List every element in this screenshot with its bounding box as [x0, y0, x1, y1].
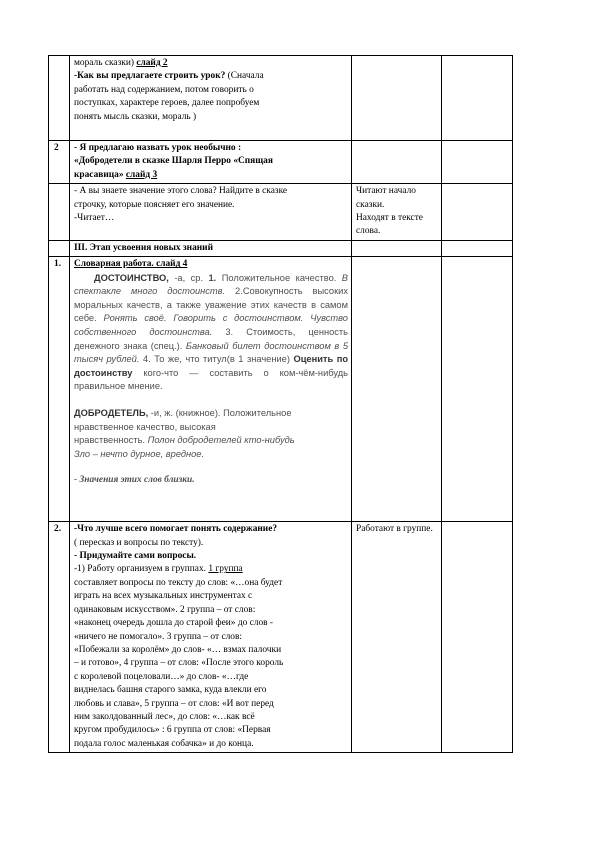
headword: ДОСТОИНСТВО, [94, 272, 169, 283]
grammar-note: -а, ср. [168, 272, 209, 283]
text-line: составляет вопросы по тексту до слов: «…она будет [74, 577, 283, 588]
student-activity [352, 141, 442, 184]
sense-text: кого-что — составить о ком-чём-нибудь правильное мнение. [74, 367, 348, 392]
slide-link: слайд 2 [136, 58, 168, 68]
row-number: 1. [49, 257, 70, 522]
table-row [49, 240, 513, 256]
sense-text: Положительное качество. [216, 272, 342, 283]
text-line: играть на всех музыкальных инструментах с [74, 591, 253, 602]
text-line: кругом пробудилось» : 6 группа от слов: «Первая [74, 725, 271, 736]
row-number: 2. [49, 522, 70, 753]
text-line: красавица» [74, 169, 126, 180]
vocab-title: Словарная работа. [74, 259, 157, 270]
spacer [74, 461, 348, 474]
sense-text: Стоимость, ценность денежного знака (спец.). [74, 327, 349, 351]
student-activity [352, 184, 442, 241]
text-line: -1) Работу организуем в группах. [74, 564, 209, 575]
text-line: - Я предлагаю назвать урок необычно : [74, 143, 242, 153]
definition-dostoinstvo [74, 272, 348, 394]
lesson-title-text: «Добродетели в сказке Шарля Перро «Спящая [74, 156, 273, 167]
notes-cell [442, 240, 513, 256]
text-line: виднелась башня старого замка, куда влекли его [74, 685, 267, 696]
table-row [49, 257, 513, 522]
notes-cell [442, 56, 513, 141]
task-text: - Придумайте сами вопросы. [74, 551, 197, 562]
row-number: 2 [49, 141, 70, 184]
spacer [74, 394, 348, 407]
phrase-headword: Оценить по достоинству [74, 354, 348, 378]
lesson-step-text [70, 184, 352, 241]
text-line: ( пересказ и вопросы по тексту). [74, 537, 204, 548]
table-row [49, 141, 513, 184]
student-activity [352, 56, 442, 141]
text-line: ним заколдованный лес», до слов: «…как всё [74, 711, 255, 722]
example-text: Зло – нечто дурное, вредное. [74, 448, 205, 459]
text-line: любовь и слава», 5 группа – от слов: «И вот перед [74, 698, 274, 709]
question-text: -Что лучше всего помогает понять содержание? [74, 524, 278, 535]
lesson-step-text [70, 522, 352, 753]
text-line: «Побежали за королём» до слов- «… взмах палочки [74, 644, 282, 655]
sense-text: нравственность. [74, 435, 148, 446]
conclusion-text: - Значения этих слов близки. [74, 475, 195, 486]
notes-cell [442, 184, 513, 241]
example-text: В спектакле много достоинств. [74, 272, 348, 297]
text-line: работать над содержанием, потом говорить о [74, 84, 254, 95]
text-line: с королевой поцеловали…» до слов- «…где [74, 671, 249, 682]
text-line: подала голос маленькая собачка» и до конца. [74, 738, 254, 749]
sense-text: То же, что титул(в 1 значение) [150, 354, 294, 365]
text-line: - А вы знаете значение этого слова? Найдите в сказке [74, 186, 288, 197]
table-row [49, 184, 513, 241]
slide-link: слайд 3 [125, 169, 158, 180]
sense-text: -и, ж. (книжное). Положительное [148, 408, 292, 418]
example-text: Ронять своё. Говорить с достоинством. Чувство собственного достоинства. [74, 313, 348, 338]
text-line: «наконец очередь дошла до старой феи» до слов - [74, 618, 274, 629]
text-line: мораль сказки) [74, 58, 137, 68]
lesson-step-text [70, 257, 352, 522]
question-text: -Как вы предлагаете строить урок? [74, 71, 226, 82]
text-line: «ничего не помогало». 3 группа – от слов: [74, 631, 242, 642]
lesson-table [48, 55, 513, 753]
notes-cell [442, 141, 513, 184]
definition-dobrodetel [74, 407, 348, 461]
text-line: – и готово», 4 группа – от слов: «После этого король [74, 658, 284, 669]
notes-cell [442, 522, 513, 753]
text-line: -Читает… [74, 213, 115, 224]
text-line: Читают начало сказки. [356, 186, 416, 210]
sense-number: 3. [212, 327, 234, 338]
student-activity [352, 240, 442, 256]
row-number [49, 240, 70, 256]
sense-text: Совокупность высоких моральных качеств, а также уважение этих качеств в самом себе. [74, 286, 348, 324]
lesson-step-text [70, 56, 352, 141]
table-row [49, 56, 513, 141]
row-number [49, 184, 70, 241]
text-line: поступках, характере героев, далее попробуем [74, 98, 260, 109]
sense-number: 2. [225, 286, 243, 297]
sense-text: нравственное качество, высокая [74, 421, 216, 432]
headword: ДОБРОДЕТЕЛЬ, [74, 408, 149, 418]
text-line: слова. [356, 226, 381, 237]
group-label: 1 группа [208, 564, 243, 575]
text-line: (Сначала [225, 71, 264, 82]
text-line: понять мысль сказки, мораль ) [74, 111, 197, 122]
example-text: Полон добродетелей кто-нибудь [147, 435, 295, 446]
sense-number: 1. [208, 272, 217, 283]
sense-number: 4. [139, 354, 151, 365]
example-text: Банковый билет достоинством в 5 тысяч рублей. [74, 340, 348, 365]
student-activity [352, 257, 442, 522]
lesson-step-text [70, 141, 352, 184]
student-activity: Работают в группе. [352, 522, 442, 753]
row-number [49, 56, 70, 141]
text-line: одинаковым искусством». 2 группа – от слов: [74, 604, 256, 615]
text-line: Находят в тексте [356, 213, 423, 224]
notes-cell [442, 257, 513, 522]
stage-heading: III. Этап усвоения новых знаний [70, 240, 352, 256]
text-line: строчку, которые поясняет его значение. [74, 199, 235, 210]
table-row [49, 522, 513, 753]
slide-link: слайд 4 [156, 259, 188, 270]
